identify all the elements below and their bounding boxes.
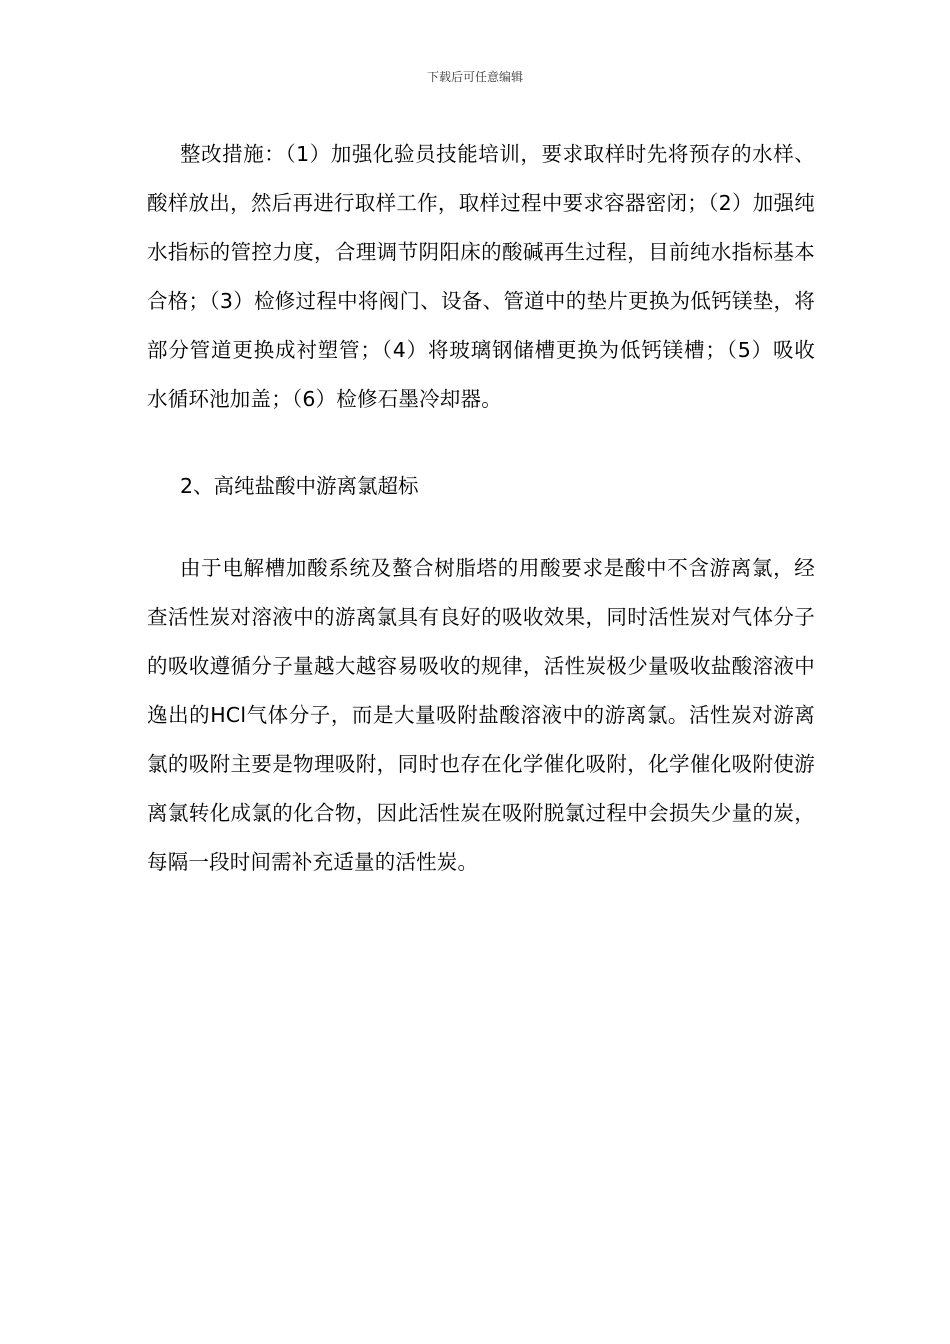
header-note: 下载后可任意编辑: [426, 70, 523, 84]
section-heading: 2、高纯盐酸中游离氯超标: [180, 474, 419, 498]
paragraph-rectification-measures: 整改措施：（1）加强化验员技能培训，要求取样时先将预存的水样、酸样放出，然后再进行取样工作，取样过程中要求容器密闭；（2）加强纯水指标的管控力度，合理调节阴阳床的酸碱再生过程，目前纯水指标基本合格；（3）检修过程中将阀门、设备、管道中的垫片更换为低钙镁垫，将部分管道更换成衬塑管；（4）将玻璃钢储槽更换为低钙镁槽；（5）吸收水循环池加盖；（6）检修石墨冷却器。: [147, 142, 815, 411]
document-body: [147, 130, 815, 887]
paragraph-free-chlorine: 由于电解槽加酸系统及螯合树脂塔的用酸要求是酸中不含游离氯，经查活性炭对溶液中的游离氯具有良好的吸收效果，同时活性炭对气体分子的吸收遵循分子量越大越容易吸收的规律，活性炭极少量吸收盐酸溶液中逸出的HCl气体分子，而是大量吸附盐酸溶液中的游离氯。活性炭对游离氯的吸附主要是物理吸附，同时也存在化学催化吸附，化学催化吸附使游离氯转化成氯的化合物，因此活性炭在吸附脱氯过程中会损失少量的炭，每隔一段时间需补充适量的活性炭。: [147, 556, 815, 874]
